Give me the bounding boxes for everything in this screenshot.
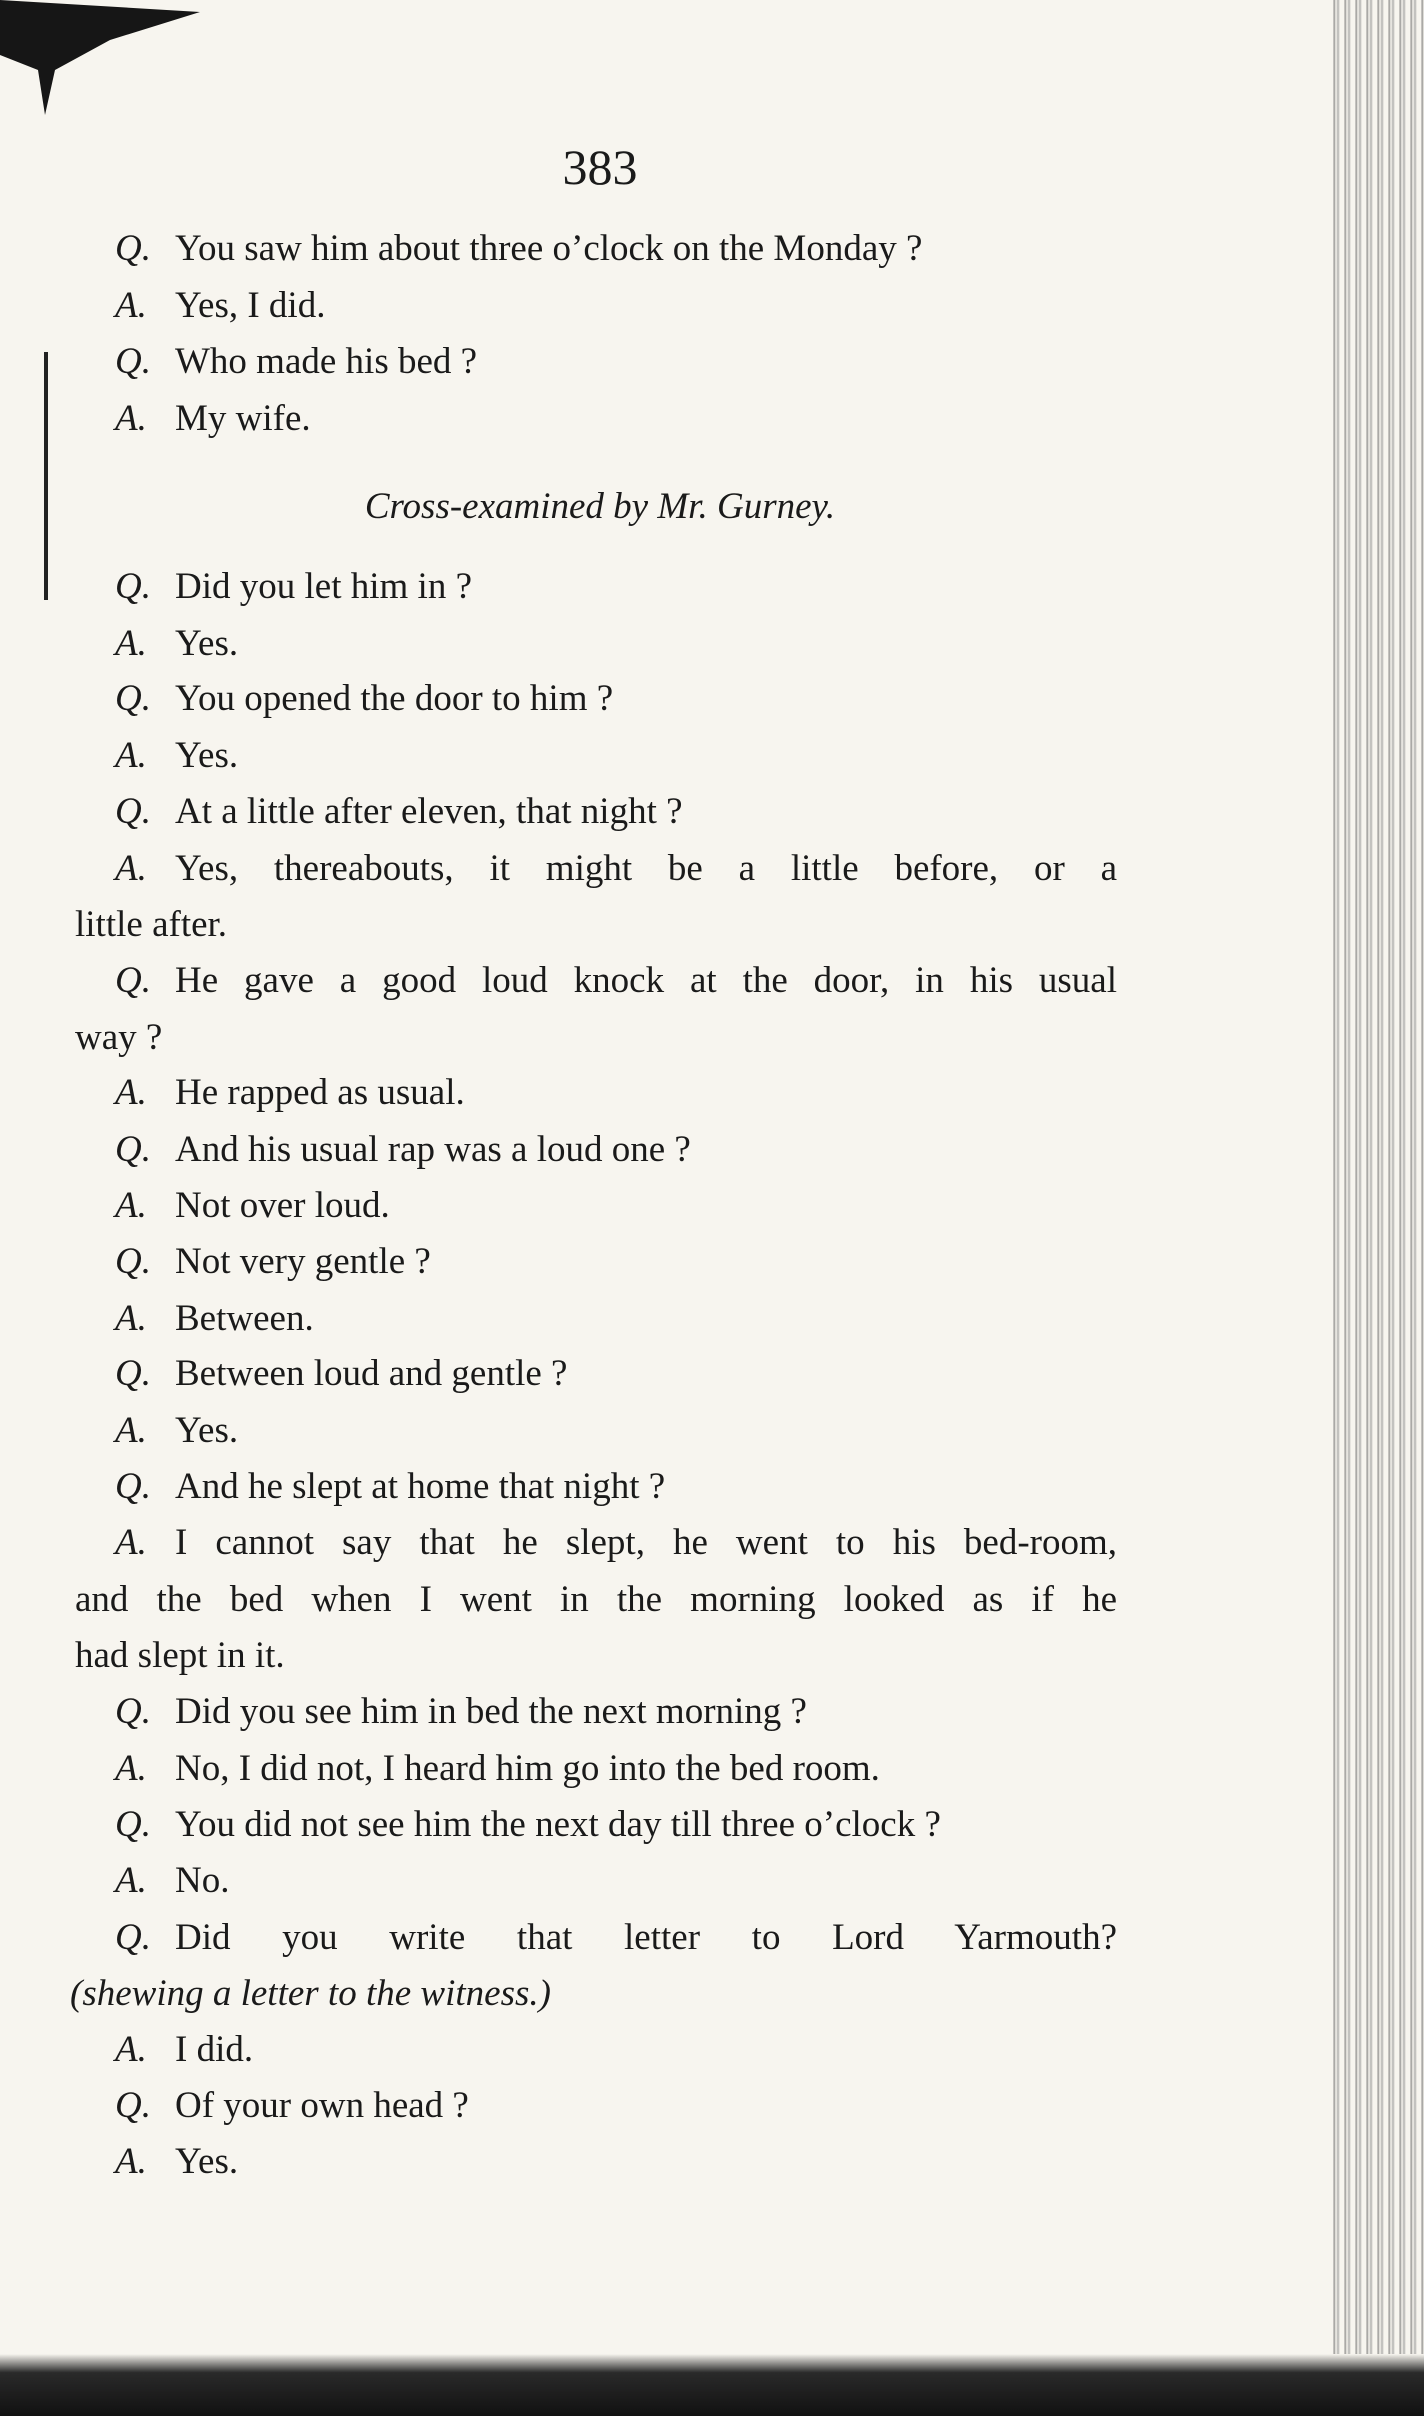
line-text: Yes. [175, 735, 239, 776]
transcript-line-continuation: had slept in it. [75, 1635, 285, 1676]
line-text: He gave a good loud knock at the door, in his usual [175, 960, 1117, 1001]
transcript-line [115, 1131, 691, 1168]
transcript-line-continuation: little after. [75, 904, 228, 945]
line-label: A. [115, 623, 147, 664]
line-text: No. [175, 1860, 230, 1901]
transcript-line [115, 1243, 431, 1280]
transcript-line [115, 568, 472, 605]
transcript-line [115, 287, 325, 324]
section-heading: Cross-examined by Mr. Gurney. [364, 486, 836, 527]
page-number: 383 [562, 139, 638, 195]
line-label: Q. [115, 1917, 151, 1958]
transcript-line [115, 2031, 253, 2068]
transcript-line [115, 737, 238, 774]
transcript-line [115, 2143, 238, 2180]
line-label: Q. [115, 566, 151, 607]
line-text: I cannot say that he slept, he went to his bed-room, [175, 1522, 1117, 1563]
transcript-line [115, 1919, 1117, 1956]
transcript-line [115, 400, 311, 437]
transcript-line [115, 962, 1117, 999]
transcript-line [115, 1074, 465, 1111]
line-text: Did you write that letter to Lord Yarmouth? [175, 1917, 1117, 1958]
transcript-line [115, 625, 238, 662]
line-label: A. [115, 735, 147, 776]
transcript-line [115, 343, 477, 380]
transcript-line [115, 680, 613, 717]
line-label: Q. [115, 228, 151, 269]
line-label: A. [115, 1860, 147, 1901]
line-text: I did. [175, 2029, 254, 2070]
corner-ornament-icon [0, 0, 200, 120]
transcript-line [115, 1300, 314, 1337]
line-text: Between. [175, 1298, 314, 1339]
transcript-line [115, 2087, 469, 2124]
line-text: Of your own head ? [175, 2085, 469, 2126]
page-edge-binding [1329, 0, 1424, 2416]
line-label: A. [115, 848, 147, 889]
line-label: Q. [115, 341, 151, 382]
line-label: Q. [115, 1353, 151, 1394]
line-label: A. [115, 2141, 147, 2182]
line-label: A. [115, 1185, 147, 1226]
line-text: Between loud and gentle ? [175, 1353, 568, 1394]
transcript-line-continuation: and the bed when I went in the morning looked as if he [75, 1579, 1117, 1620]
margin-rule [44, 352, 48, 600]
transcript-line [115, 1862, 229, 1899]
transcript-line [115, 1806, 941, 1843]
line-text: At a little after eleven, that night ? [175, 791, 683, 832]
line-label: A. [115, 1410, 147, 1451]
line-text: And he slept at home that night ? [175, 1466, 666, 1507]
line-label: Q. [115, 1466, 151, 1507]
line-text: He rapped as usual. [175, 1072, 465, 1113]
line-text: Not very gentle ? [175, 1241, 431, 1282]
line-text: Who made his bed ? [175, 341, 478, 382]
line-text: Not over loud. [175, 1185, 390, 1226]
line-label: Q. [115, 960, 151, 1001]
transcript-line [115, 1187, 390, 1224]
line-label: A. [115, 398, 147, 439]
transcript-line [115, 850, 1117, 887]
line-text: No, I did not, I heard him go into the bed room. [175, 1748, 880, 1789]
line-text: Yes, I did. [175, 285, 326, 326]
stage-direction: (shewing a letter to the witness.) [70, 1973, 551, 2014]
line-label: Q. [115, 1129, 151, 1170]
line-label: A. [115, 1748, 147, 1789]
transcript-line [115, 1524, 1117, 1561]
line-text: And his usual rap was a loud one ? [175, 1129, 691, 1170]
transcript-line [115, 1355, 567, 1392]
line-label: A. [115, 1298, 147, 1339]
transcript-line-continuation: way ? [75, 1017, 163, 1058]
transcript-line [115, 230, 922, 267]
line-text: Yes. [175, 2141, 239, 2182]
line-text: You saw him about three o’clock on the Monday ? [175, 228, 923, 269]
line-label: Q. [115, 1804, 151, 1845]
line-text: Yes, thereabouts, it might be a little before, or a [175, 848, 1117, 889]
line-text: You did not see him the next day till three o’clock ? [175, 1804, 941, 1845]
line-text: Did you see him in bed the next morning ? [175, 1691, 807, 1732]
line-label: Q. [115, 678, 151, 719]
line-text: My wife. [175, 398, 311, 439]
line-text: Yes. [175, 623, 239, 664]
line-text: You opened the door to him ? [175, 678, 614, 719]
line-label: Q. [115, 1241, 151, 1282]
page-bottom-edge [0, 2354, 1424, 2416]
line-label: Q. [115, 1691, 151, 1732]
line-label: A. [115, 1522, 147, 1563]
line-text: Did you let him in ? [175, 566, 472, 607]
line-label: A. [115, 2029, 147, 2070]
line-label: A. [115, 1072, 147, 1113]
transcript-line [115, 1412, 238, 1449]
transcript-line [115, 1750, 880, 1787]
transcript-line [115, 1468, 665, 1505]
line-text: Yes. [175, 1410, 239, 1451]
transcript-line [115, 1693, 807, 1730]
line-label: Q. [115, 791, 151, 832]
transcript-line [115, 793, 683, 830]
line-label: A. [115, 285, 147, 326]
line-label: Q. [115, 2085, 151, 2126]
